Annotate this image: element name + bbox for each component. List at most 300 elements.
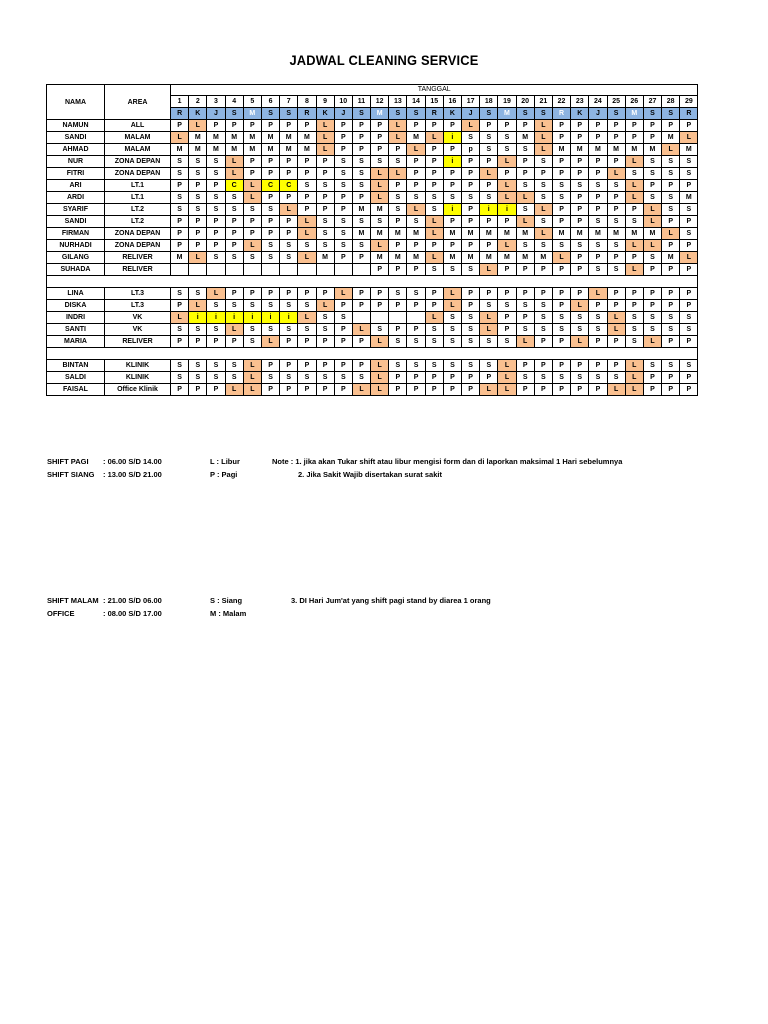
shift-cell: P [516, 156, 534, 168]
day-letter: K [316, 108, 334, 120]
shift-cell: S [389, 336, 407, 348]
shift-cell: P [516, 312, 534, 324]
shift-cell: M [243, 132, 261, 144]
shift-cell: M [298, 132, 316, 144]
shift-cell: p [462, 144, 480, 156]
shift-cell: P [334, 384, 352, 396]
shift-cell: S [407, 192, 425, 204]
shift-cell: S [371, 156, 389, 168]
shift-cell: P [425, 180, 443, 192]
shift-cell: S [662, 168, 680, 180]
office-label: OFFICE [47, 609, 75, 618]
shift-cell: P [643, 288, 661, 300]
shift-cell: S [189, 360, 207, 372]
shift-cell: P [462, 372, 480, 384]
shift-cell: P [407, 168, 425, 180]
shift-cell: L [371, 384, 389, 396]
day-number: 24 [589, 96, 607, 108]
day-letter: K [443, 108, 461, 120]
group-separator [47, 348, 698, 360]
shift-cell: S [334, 180, 352, 192]
shift-cell: S [189, 288, 207, 300]
shift-cell: P [571, 132, 589, 144]
shift-cell: P [425, 372, 443, 384]
shift-cell: S [534, 324, 552, 336]
shift-cell: M [462, 252, 480, 264]
legend-pagi: P : Pagi [210, 470, 238, 479]
shift-cell: P [462, 240, 480, 252]
shift-cell: S [534, 300, 552, 312]
employee-area: VK [105, 324, 171, 336]
shift-cell: S [607, 264, 625, 276]
shift-cell: P [552, 156, 570, 168]
shift-cell: P [516, 120, 534, 132]
shift-cell: P [389, 384, 407, 396]
shift-cell: S [680, 312, 698, 324]
shift-cell: S [443, 192, 461, 204]
day-number: 27 [643, 96, 661, 108]
shift-cell: L [625, 384, 643, 396]
shift-cell: M [480, 252, 498, 264]
shift-cell: P [207, 216, 225, 228]
table-row [47, 252, 698, 264]
shift-cell: P [207, 240, 225, 252]
shift-cell: S [225, 192, 243, 204]
shift-cell: S [534, 312, 552, 324]
shift-cell: S [462, 192, 480, 204]
shift-cell: M [571, 228, 589, 240]
shift-cell: S [371, 324, 389, 336]
shift-cell: P [280, 192, 298, 204]
shift-cell: P [498, 312, 516, 324]
shift-cell: P [171, 228, 189, 240]
shift-cell: L [534, 132, 552, 144]
shift-cell: L [371, 240, 389, 252]
day-number: 1 [171, 96, 189, 108]
shift-cell: S [352, 156, 370, 168]
shift-cell: P [316, 288, 334, 300]
shift-cell: P [589, 360, 607, 372]
shift-cell: L [243, 180, 261, 192]
employee-name: ARI [47, 180, 105, 192]
shift-cell: P [534, 384, 552, 396]
shift-cell: M [280, 132, 298, 144]
shift-cell: L [498, 240, 516, 252]
day-number: 10 [334, 96, 352, 108]
shift-cell: L [607, 312, 625, 324]
employee-area: ZONA DEPAN [105, 156, 171, 168]
day-number: 23 [571, 96, 589, 108]
shift-cell: S [316, 312, 334, 324]
shift-cell: P [298, 384, 316, 396]
shift-cell: P [498, 324, 516, 336]
shift-cell: S [207, 372, 225, 384]
shift-cell: P [280, 228, 298, 240]
shift-cell: M [643, 144, 661, 156]
shift-cell: S [189, 168, 207, 180]
shift-cell: P [189, 336, 207, 348]
shift-cell: L [389, 168, 407, 180]
shift-cell: P [680, 264, 698, 276]
shift-cell: P [625, 300, 643, 312]
shift-cell: P [189, 384, 207, 396]
shift-cell: L [462, 120, 480, 132]
shift-cell: M [680, 144, 698, 156]
shift-cell: L [625, 156, 643, 168]
shift-cell: L [171, 132, 189, 144]
employee-area: RELIVER [105, 264, 171, 276]
shift-cell: L [298, 228, 316, 240]
shift-cell: P [316, 204, 334, 216]
shift-cell: P [662, 264, 680, 276]
shift-cell: L [225, 384, 243, 396]
shift-cell: L [243, 384, 261, 396]
day-letter: K [571, 108, 589, 120]
shift-cell: L [516, 336, 534, 348]
shift-cell: M [534, 252, 552, 264]
employee-name: SANDI [47, 216, 105, 228]
shift-cell: P [243, 120, 261, 132]
shift-cell: P [389, 240, 407, 252]
table-row [47, 360, 698, 372]
shift-cell: S [643, 192, 661, 204]
shift-cell [371, 312, 389, 324]
shift-cell: S [680, 204, 698, 216]
shift-cell: S [389, 204, 407, 216]
shift-cell: L [425, 312, 443, 324]
day-number: 3 [207, 96, 225, 108]
shift-cell: L [407, 204, 425, 216]
shift-cell: P [607, 336, 625, 348]
shift-cell: P [389, 264, 407, 276]
shift-cell: P [352, 120, 370, 132]
shift-cell: P [552, 360, 570, 372]
shift-cell: S [462, 312, 480, 324]
shift-cell: S [280, 252, 298, 264]
shift-cell: L [407, 144, 425, 156]
shift-cell: S [407, 360, 425, 372]
shift-cell [334, 264, 352, 276]
day-letter: S [261, 108, 279, 120]
shift-cell: S [662, 312, 680, 324]
table-row [47, 168, 698, 180]
day-number: 19 [498, 96, 516, 108]
shift-cell: P [534, 264, 552, 276]
table-row [47, 180, 698, 192]
shift-cell: P [371, 120, 389, 132]
shift-cell: P [643, 384, 661, 396]
shift-cell: S [171, 156, 189, 168]
shift-cell: P [443, 384, 461, 396]
shift-cell: i [443, 204, 461, 216]
shift-cell: P [298, 156, 316, 168]
employee-area: LT.1 [105, 180, 171, 192]
shift-cell: P [571, 360, 589, 372]
shift-cell: P [225, 336, 243, 348]
shift-cell [352, 264, 370, 276]
shift-cell: S [662, 192, 680, 204]
shift-cell: P [407, 264, 425, 276]
shift-cell: P [298, 120, 316, 132]
shift-cell: P [607, 204, 625, 216]
shift-cell: P [643, 120, 661, 132]
shift-cell: M [552, 144, 570, 156]
employee-area: LT.1 [105, 192, 171, 204]
shift-cell: P [680, 384, 698, 396]
shift-cell: S [352, 216, 370, 228]
shift-cell: L [625, 180, 643, 192]
shift-cell: M [371, 228, 389, 240]
table-row [47, 384, 698, 396]
office-time: : 08.00 S/D 17.00 [103, 609, 162, 618]
day-number: 7 [280, 96, 298, 108]
shift-cell: P [389, 324, 407, 336]
shift-cell: S [389, 360, 407, 372]
shift-cell: P [662, 336, 680, 348]
shift-cell: P [316, 168, 334, 180]
shift-cell: M [443, 228, 461, 240]
note-1: Note : 1. jika akan Tukar shift atau libur mengisi form dan di laporkan maksimal 1 Hari sebelumnya [272, 457, 623, 466]
shift-cell: P [534, 168, 552, 180]
shift-cell: S [516, 372, 534, 384]
shift-cell: L [371, 180, 389, 192]
shift-cell: P [589, 132, 607, 144]
shift-cell: S [243, 324, 261, 336]
shift-cell: M [225, 132, 243, 144]
shift-cell: P [407, 324, 425, 336]
table-row [47, 120, 698, 132]
shift-cell: S [516, 324, 534, 336]
shift-cell: P [680, 180, 698, 192]
shift-cell: P [443, 168, 461, 180]
shift-cell: P [371, 264, 389, 276]
shift-siang-time: : 13.00 S/D 21.00 [103, 470, 162, 479]
shift-cell: M [261, 144, 279, 156]
shift-cell [298, 264, 316, 276]
shift-cell: S [552, 240, 570, 252]
shift-cell: P [607, 132, 625, 144]
shift-cell: P [298, 204, 316, 216]
shift-cell: P [662, 300, 680, 312]
shift-cell: S [552, 312, 570, 324]
shift-cell: S [589, 372, 607, 384]
shift-cell: S [571, 324, 589, 336]
shift-cell: L [389, 120, 407, 132]
shift-cell: P [680, 240, 698, 252]
shift-cell: P [280, 168, 298, 180]
shift-cell: P [443, 180, 461, 192]
shift-cell: S [443, 360, 461, 372]
shift-cell: S [207, 360, 225, 372]
shift-cell: L [316, 132, 334, 144]
shift-cell: S [407, 288, 425, 300]
shift-cell: P [171, 300, 189, 312]
shift-cell: L [498, 192, 516, 204]
shift-cell: C [261, 180, 279, 192]
shift-cell: P [298, 168, 316, 180]
shift-cell: S [516, 180, 534, 192]
shift-cell: L [443, 288, 461, 300]
shift-cell: S [534, 216, 552, 228]
shift-cell: S [407, 336, 425, 348]
shift-cell: P [662, 372, 680, 384]
shift-cell: P [571, 192, 589, 204]
shift-cell: S [625, 168, 643, 180]
shift-cell: P [443, 240, 461, 252]
employee-area: LT.2 [105, 204, 171, 216]
shift-cell: P [171, 240, 189, 252]
day-letter: R [425, 108, 443, 120]
shift-cell: L [334, 288, 352, 300]
shift-cell: S [534, 180, 552, 192]
shift-cell: P [443, 372, 461, 384]
nama-header: NAMA [47, 85, 105, 120]
shift-cell: S [298, 300, 316, 312]
shift-cell: S [171, 288, 189, 300]
shift-cell: S [625, 312, 643, 324]
employee-name: NAMUN [47, 120, 105, 132]
day-number: 26 [625, 96, 643, 108]
shift-cell: L [643, 240, 661, 252]
shift-cell: S [243, 300, 261, 312]
shift-cell: S [534, 240, 552, 252]
shift-cell: P [516, 288, 534, 300]
employee-area: KLINIK [105, 360, 171, 372]
shift-cell: S [662, 204, 680, 216]
shift-cell: S [443, 336, 461, 348]
shift-cell: L [680, 252, 698, 264]
table-row [47, 132, 698, 144]
shift-cell: L [589, 288, 607, 300]
employee-area: ZONA DEPAN [105, 240, 171, 252]
area-header: AREA [105, 85, 171, 120]
shift-cell: M [589, 144, 607, 156]
shift-cell: S [643, 312, 661, 324]
shift-cell: P [498, 120, 516, 132]
shift-cell [207, 264, 225, 276]
shift-cell: P [189, 216, 207, 228]
shift-cell: L [607, 168, 625, 180]
shift-cell: L [498, 372, 516, 384]
shift-cell: P [680, 372, 698, 384]
shift-cell: S [371, 216, 389, 228]
shift-cell: P [680, 120, 698, 132]
shift-cell: S [552, 372, 570, 384]
shift-cell: L [643, 336, 661, 348]
shift-cell: S [534, 192, 552, 204]
shift-cell: P [443, 144, 461, 156]
shift-cell: S [534, 372, 552, 384]
shift-cell: L [607, 324, 625, 336]
shift-cell: P [425, 168, 443, 180]
shift-cell: S [225, 204, 243, 216]
shift-cell: S [498, 336, 516, 348]
shift-cell: S [425, 264, 443, 276]
day-letter: S [534, 108, 552, 120]
shift-cell: i [443, 156, 461, 168]
shift-cell: S [625, 324, 643, 336]
shift-cell: L [261, 336, 279, 348]
shift-cell: L [625, 264, 643, 276]
shift-cell: S [189, 204, 207, 216]
shift-cell: P [680, 300, 698, 312]
employee-name: LINA [47, 288, 105, 300]
shift-cell: M [407, 228, 425, 240]
day-letter: R [298, 108, 316, 120]
shift-cell: M [371, 252, 389, 264]
shift-cell: L [607, 384, 625, 396]
shift-cell: P [462, 168, 480, 180]
shift-cell: S [261, 324, 279, 336]
shift-cell: P [316, 384, 334, 396]
day-letter: S [662, 108, 680, 120]
shift-cell: L [534, 204, 552, 216]
shift-cell: S [534, 156, 552, 168]
shift-cell: S [425, 192, 443, 204]
shift-cell: S [243, 204, 261, 216]
shift-cell: S [607, 372, 625, 384]
shift-cell: P [516, 384, 534, 396]
shift-cell: S [261, 240, 279, 252]
shift-cell: P [552, 132, 570, 144]
table-row [47, 336, 698, 348]
shift-cell: S [589, 324, 607, 336]
shift-cell: P [607, 252, 625, 264]
shift-cell: P [298, 336, 316, 348]
shift-cell: L [534, 228, 552, 240]
shift-cell: P [389, 144, 407, 156]
shift-cell: S [316, 228, 334, 240]
employee-area: Office Klinik [105, 384, 171, 396]
shift-cell: L [480, 312, 498, 324]
shift-cell: M [571, 144, 589, 156]
employee-name: FAISAL [47, 384, 105, 396]
shift-cell: P [534, 360, 552, 372]
day-letter: M [371, 108, 389, 120]
employee-name: AHMAD [47, 144, 105, 156]
shift-cell: L [425, 132, 443, 144]
shift-cell: P [334, 336, 352, 348]
day-number: 15 [425, 96, 443, 108]
shift-cell: S [516, 240, 534, 252]
shift-cell: S [516, 300, 534, 312]
shift-cell: P [552, 264, 570, 276]
day-letter: M [498, 108, 516, 120]
shift-cell: S [425, 204, 443, 216]
shift-cell: L [189, 252, 207, 264]
shift-cell: S [498, 132, 516, 144]
shift-siang-label: SHIFT SIANG [47, 470, 95, 479]
day-letter: R [552, 108, 570, 120]
shift-cell: P [225, 228, 243, 240]
shift-cell: L [571, 336, 589, 348]
shift-cell: P [552, 288, 570, 300]
shift-cell: L [371, 372, 389, 384]
shift-cell: P [189, 180, 207, 192]
shift-cell: P [552, 216, 570, 228]
shift-cell: S [207, 168, 225, 180]
day-letter: K [189, 108, 207, 120]
shift-cell: M [498, 228, 516, 240]
day-letter: J [334, 108, 352, 120]
shift-cell: S [225, 372, 243, 384]
shift-cell: M [516, 252, 534, 264]
shift-cell: P [389, 216, 407, 228]
shift-cell: L [352, 384, 370, 396]
shift-cell: L [480, 384, 498, 396]
employee-area: LT.3 [105, 300, 171, 312]
shift-cell: P [334, 192, 352, 204]
